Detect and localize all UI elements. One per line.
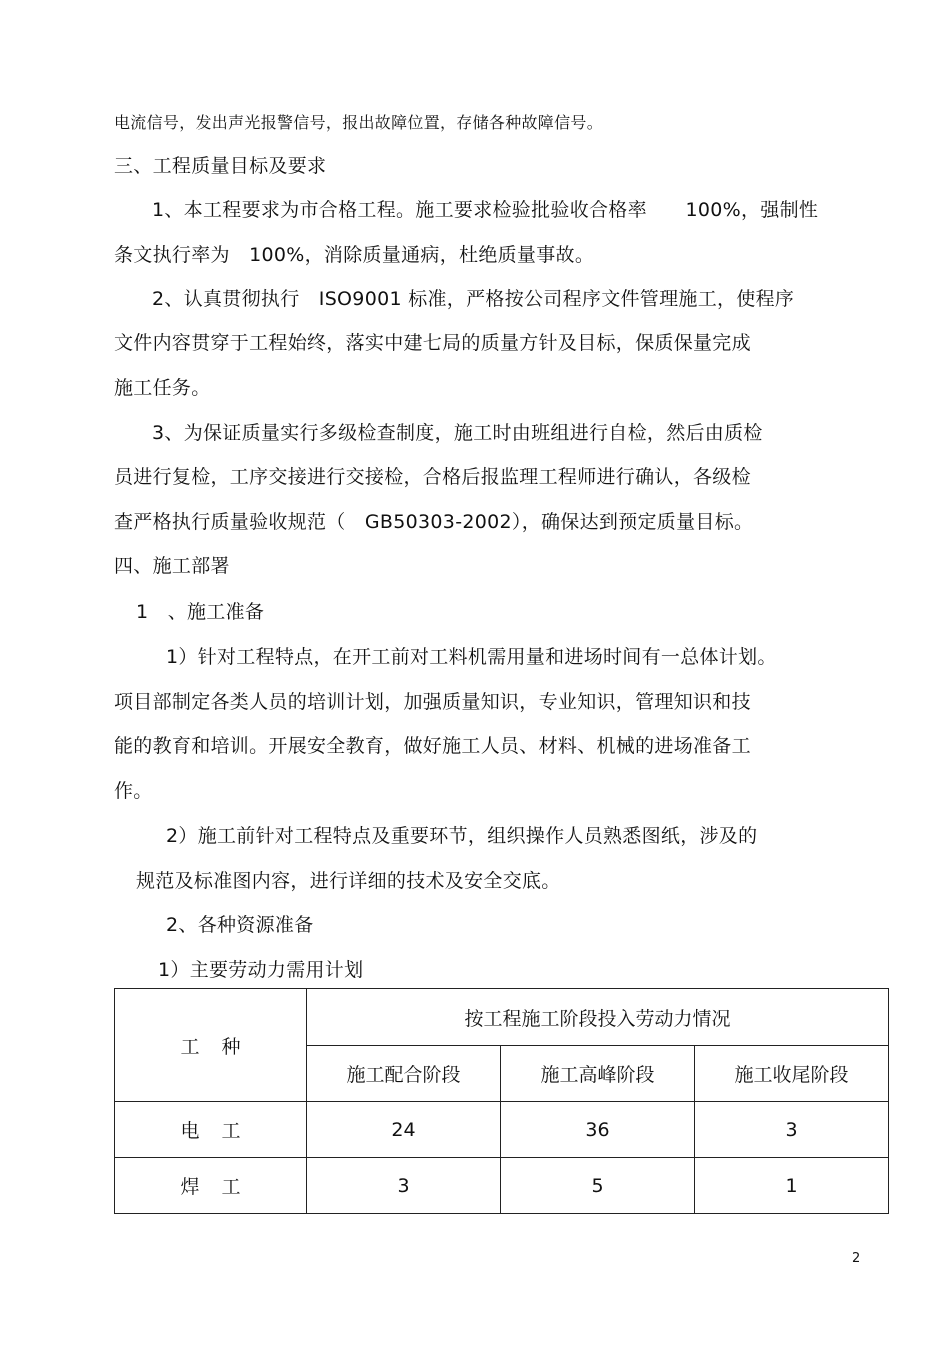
- stage-header-peak: 施工高峰阶段: [501, 1046, 695, 1102]
- paragraph-line: 规范及标准图内容，进行详细的技术及安全交底。: [136, 870, 561, 892]
- table-cell: 3: [695, 1102, 889, 1158]
- paragraph-line: 文件内容贯穿于工程始终，落实中建七局的质量方针及目标，保质保量完成: [114, 332, 751, 354]
- table-row: [115, 1102, 889, 1158]
- paragraph-line: 施工任务。: [114, 377, 211, 399]
- table-row: [115, 1158, 889, 1214]
- page-number: 2: [852, 1251, 861, 1266]
- paragraph-line: 2、认真贯彻执行 ISO9001 标准，严格按公司程序文件管理施工，使程序: [152, 288, 795, 310]
- labor-plan-table: [114, 988, 889, 1214]
- paragraph-line: 员进行复检，工序交接进行交接检，合格后报监理工程师进行确认，各级检: [114, 466, 751, 488]
- paragraph-line: 项目部制定各类人员的培训计划，加强质量知识，专业知识，管理知识和技: [114, 691, 751, 713]
- paragraph-line: 作。: [114, 780, 153, 802]
- table-caption: 1）主要劳动力需用计划: [158, 959, 364, 981]
- section-heading-quality: 三、工程质量目标及要求: [114, 155, 327, 177]
- work-type-cell: 焊工: [115, 1158, 307, 1214]
- stage-header-coordination: 施工配合阶段: [307, 1046, 501, 1102]
- paragraph-line: 条文执行率为 100%，消除质量通病，杜绝质量事故。: [114, 244, 595, 266]
- table-cell: 1: [695, 1158, 889, 1214]
- stage-group-header: 按工程施工阶段投入劳动力情况: [307, 989, 889, 1046]
- paragraph-line: 2）施工前针对工程特点及重要环节，组织操作人员熟悉图纸，涉及的: [166, 825, 758, 847]
- paragraph-line: 能的教育和培训。开展安全教育，做好施工人员、材料、机械的进场准备工: [114, 735, 751, 757]
- paragraph-line: 1、本工程要求为市合格工程。施工要求检验批验收合格率 100%，强制性: [152, 199, 819, 221]
- table-header-row: [115, 989, 889, 1046]
- table-cell: 3: [307, 1158, 501, 1214]
- stage-header-closing: 施工收尾阶段: [695, 1046, 889, 1102]
- paragraph-line: 3、为保证质量实行多级检查制度，施工时由班组进行自检，然后由质检: [152, 422, 763, 444]
- subsection-heading: 1 、施工准备: [136, 601, 265, 623]
- paragraph-line: 1）针对工程特点，在开工前对工料机需用量和进场时间有一总体计划。: [166, 646, 777, 668]
- subsection-heading: 2、各种资源准备: [166, 914, 314, 936]
- table-cell: 5: [501, 1158, 695, 1214]
- work-type-header: 工种: [115, 989, 307, 1102]
- paragraph-line: 电流信号，发出声光报警信号，报出故障位置，存储各种故障信号。: [114, 113, 604, 132]
- table-cell: 24: [307, 1102, 501, 1158]
- paragraph-line: 查严格执行质量验收规范（ GB50303-2002），确保达到预定质量目标。: [114, 511, 754, 533]
- section-heading-deployment: 四、施工部署: [114, 555, 230, 577]
- table-cell: 36: [501, 1102, 695, 1158]
- work-type-cell: 电工: [115, 1102, 307, 1158]
